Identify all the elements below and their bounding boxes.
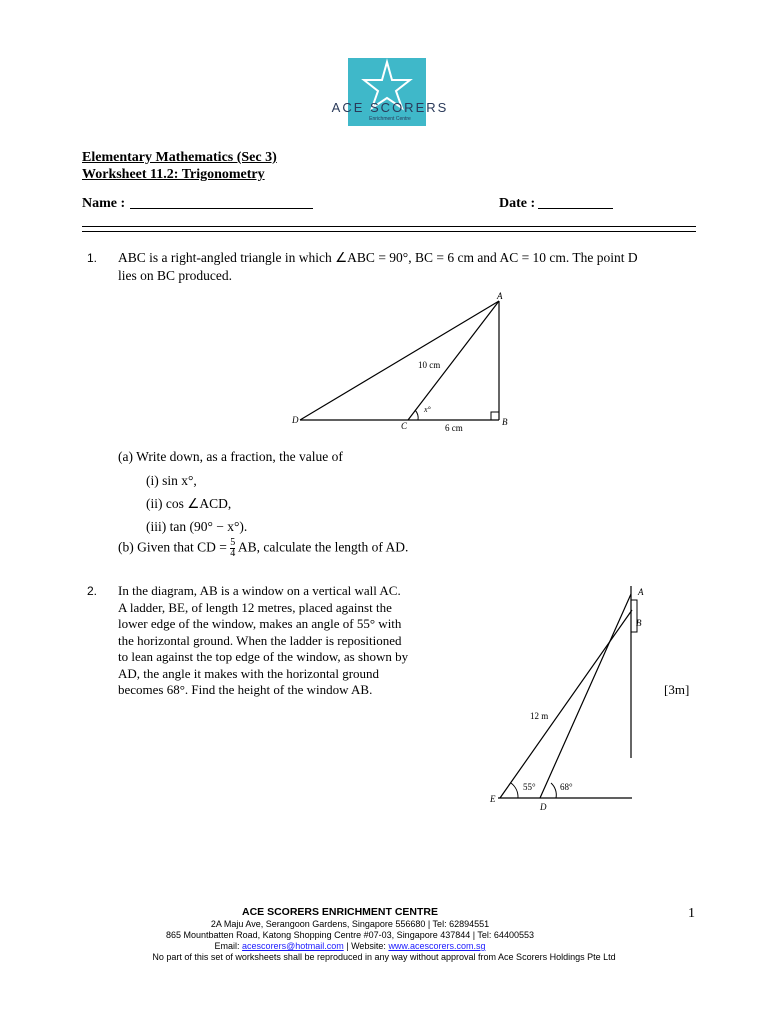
q2-text [118, 583, 463, 699]
footer-contact [0, 941, 700, 951]
q1-label-d: D [292, 415, 299, 425]
footer-address-2: 865 Mountbatten Road, Katong Shopping Centre #07-03, Singapore 437844 | Tel: 64400553 [166, 930, 534, 940]
q1-part-a-iii: (iii) tan (90° − x°). [146, 519, 248, 534]
q1-text [118, 249, 708, 285]
q2-label-angle-55: 55° [523, 782, 536, 792]
q2-text-line: In the diagram, AB is a window on a vertical wall AC. [118, 583, 401, 598]
q1-triangle-diagram [290, 288, 520, 438]
q2-number: 2. [87, 584, 98, 598]
footer-notice: No part of this set of worksheets shall be reproduced in any way without approval from Ace Scorers Holdings Pte Ltd [152, 952, 616, 962]
website-link[interactable]: www.acescorers.com.sg [388, 941, 486, 951]
fraction [230, 538, 235, 559]
q1-label-a: A [497, 291, 503, 301]
logo-name: ACE SCORERS [331, 100, 449, 115]
q2-text-line: AD, the angle it makes with the horizontal ground [118, 665, 380, 681]
worksheet-header [82, 149, 277, 183]
divider [82, 226, 696, 227]
q1-part-a-i: (i) sin x°, [146, 473, 197, 488]
divider [82, 231, 696, 232]
date-field-line [538, 208, 613, 209]
email-link[interactable]: acescorers@hotmail.com [242, 941, 344, 951]
q1-number: 1. [87, 251, 98, 265]
q1-part-b [118, 538, 408, 559]
q1-text-line2: lies on BC produced. [118, 268, 232, 283]
fraction-numerator: 5 [230, 537, 236, 548]
q2-ladder-diagram [480, 580, 660, 815]
q2-label-b: B [636, 618, 642, 628]
q2-label-e: E [490, 794, 496, 804]
date-label: Date : [499, 196, 536, 211]
logo-tagline: Enrichment Centre [369, 116, 411, 122]
q1-text-line1: ABC is a right-angled triangle in which ∠ABC = 90°, BC = 6 cm and AC = 10 cm. The point D [118, 250, 638, 265]
q2-label-ladder: 12 m [530, 711, 549, 721]
q2-text-line: A ladder, BE, of length 12 metres, placed against the [118, 599, 392, 615]
q2-text-line: lower edge of the window, makes an angle of 55° with [118, 616, 402, 631]
q2-text-line: to lean against the top edge of the window, as shown by [118, 649, 409, 664]
q2-label-a: A [638, 587, 644, 597]
name-field-line [130, 208, 313, 209]
footer-title: ACE SCORERS ENRICHMENT CENTRE [241, 906, 438, 918]
q2-text-line: becomes 68°. Find the height of the window AB. [118, 682, 373, 697]
q2-label-angle-68: 68° [560, 782, 573, 792]
website-label: | Website: [346, 941, 386, 951]
q1-label-ac: 10 cm [418, 360, 441, 370]
q1-part-a-intro: (a) Write down, as a fraction, the value of [118, 449, 343, 464]
q2-marks: [3m] [664, 682, 690, 697]
name-label: Name : [82, 196, 126, 211]
q1-part-b-pre: (b) Given that CD = [118, 539, 227, 555]
q1-part-b-post: AB, calculate the length of AD. [237, 539, 409, 555]
worksheet-title: Worksheet 11.2: Trigonometry [82, 167, 265, 182]
q1-label-bc: 6 cm [445, 423, 463, 433]
q1-label-c: C [401, 421, 408, 431]
q1-label-b: B [502, 417, 508, 427]
q2-text-line: the horizontal ground. When the ladder is repositioned [118, 632, 402, 648]
footer-address-1: 2A Maju Ave, Serangoon Gardens, Singapore 556680 | Tel: 62894551 [210, 919, 490, 929]
q1-part-a-ii: (ii) cos ∠ACD, [146, 496, 232, 511]
fraction-denominator: 4 [230, 548, 236, 559]
course-title: Elementary Mathematics (Sec 3) [82, 150, 277, 165]
page-number: 1 [688, 906, 695, 921]
q1-label-angle: x° [424, 405, 431, 414]
email-label: Email: [214, 941, 240, 951]
q2-label-d: D [540, 802, 547, 812]
